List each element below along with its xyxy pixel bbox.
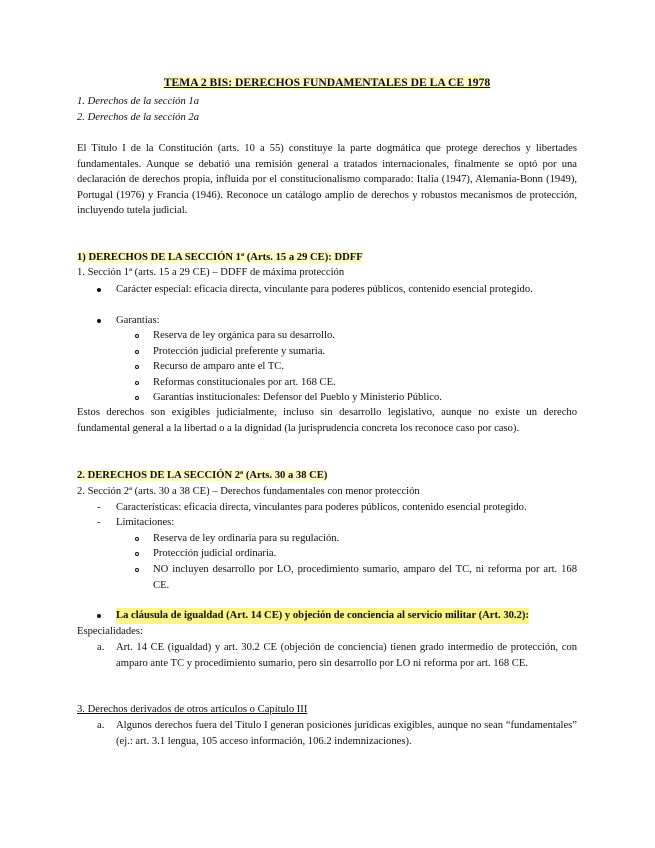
section1-bullet-garantias — [97, 313, 577, 329]
limitacion-item-text: NO incluyen desarrollo por LO, procedimiento sumario, amparo del TC, ni reforma por art. 168 CE. — [153, 564, 577, 591]
section1-subheading: 1. Sección 1ª (arts. 15 a 29 CE) – DDFF de máxima protección — [77, 267, 345, 278]
section1-closing-paragraph: Estos derechos son exigibles judicialmente, incluso sin desarrollo legislativo, aunque no existe un derecho fundamental general a la libertad o a la dignidad (la jurisprudencia concreta los reconoce caso por caso). — [77, 407, 577, 434]
section3-heading — [77, 702, 577, 718]
limitacion-item-text: Protección judicial ordinaria. — [153, 548, 277, 559]
dash-marker: - — [97, 502, 101, 513]
garantia-item-text: Recurso de amparo ante el TC. — [153, 361, 285, 372]
limitacion-item — [135, 546, 577, 562]
section3-item-a — [97, 718, 577, 749]
garantia-item — [135, 328, 577, 344]
clausula-heading-text: La cláusula de igualdad (Art. 14 CE) y objeción de conciencia al servicio militar (Art. 30.2): — [116, 608, 529, 624]
section2-heading — [77, 468, 577, 484]
garantia-item — [135, 344, 577, 360]
clausula-heading — [97, 608, 597, 624]
bullet-circle-icon — [135, 365, 139, 369]
bullet-dot-icon — [97, 614, 101, 618]
bullet-circle-icon — [135, 381, 139, 385]
section2-heading-text: 2. DERECHOS DE LA SECCIÓN 2ª (Arts. 30 a 38 CE) — [77, 470, 328, 481]
clausula-label: Especialidades: — [77, 626, 143, 637]
limitacion-item — [135, 531, 577, 547]
section2-dash-limitaciones — [97, 515, 577, 531]
clausula-item-marker: a. — [97, 642, 105, 653]
garantia-item-text: Protección judicial preferente y sumaria. — [153, 346, 326, 357]
section3-heading-text: 3. Derechos derivados de otros artículos o Capítulo III — [77, 704, 308, 715]
section1-heading-text: 1) DERECHOS DE LA SECCIÓN 1ª (Arts. 15 a 29 CE): DDFF — [77, 252, 363, 263]
toc-item-1: 1. Derechos de la sección 1a — [77, 96, 199, 107]
section3-item-marker: a. — [97, 720, 105, 731]
section3-item-text: Algunos derechos fuera del Título I generan posiciones jurídicas exigibles, aunque no sean “fundamentales” (ej.: art. 3.1 lengua, 105 acceso información, 106.2 indemnizaciones). — [116, 720, 577, 747]
section1-bullet-caracter — [97, 282, 577, 298]
garantia-item — [135, 390, 577, 406]
clausula-item-a — [97, 640, 577, 671]
bullet-circle-icon — [135, 552, 139, 556]
bullet-circle-icon — [135, 396, 139, 400]
garantia-item — [135, 375, 577, 391]
limitacion-item-text: Reserva de ley ordinaria para su regulación. — [153, 533, 340, 544]
section2-dash-limitaciones-text: Limitaciones: — [116, 517, 175, 528]
bullet-circle-icon — [135, 568, 139, 572]
bullet-dot-icon — [97, 288, 101, 292]
section1-heading — [77, 250, 577, 266]
garantia-item — [135, 359, 577, 375]
document-title-text: TEMA 2 BIS: DERECHOS FUNDAMENTALES DE LA CE 1978 — [163, 76, 491, 89]
bullet-dot-icon — [97, 319, 101, 323]
section2-dash-caracteristicas-text: Características: eficacia directa, vinculantes para poderes públicos, contenido esencial protegido. — [116, 502, 527, 513]
limitacion-item — [135, 562, 577, 593]
dash-marker: - — [97, 517, 101, 528]
clausula-item-text: Art. 14 CE (igualdad) y art. 30.2 CE (objeción de conciencia) tienen grado intermedio de protección, con amparo ante TC y procedimiento sumario, pero sin desarrollo por LO ni reforma por art. 168 CE. — [116, 642, 577, 669]
bullet-circle-icon — [135, 334, 139, 338]
intro-paragraph: El Título I de la Constitución (arts. 10 a 55) constituye la parte dogmática que protege derechos y libertades fundamentales. Aunque se debatió una remisión general a tratados internacionales, finalmente se optó por una declaración de derechos propia, influida por el constitucionalismo comparado: Italia (1947), Alemania-Bonn (1949), Portugal (1976) y Francia (1946). Reconoce un catálogo amplio de derechos y robustos mecanismos de protección, incluyendo tutela judicial. — [77, 143, 577, 217]
garantia-item-text: Reserva de ley orgánica para su desarrollo. — [153, 330, 335, 341]
document-title — [77, 75, 577, 91]
section1-bullet-caracter-text: Carácter especial: eficacia directa, vinculante para poderes públicos, contenido esencial protegido. — [116, 284, 533, 295]
section2-dash-caracteristicas — [97, 500, 577, 516]
garantia-item-text: Garantías institucionales: Defensor del Pueblo y Ministerio Público. — [153, 392, 442, 403]
section2-subheading: 2. Sección 2ª (arts. 30 a 38 CE) – Derechos fundamentales con menor protección — [77, 486, 420, 497]
toc-item-2: 2. Derechos de la sección 2a — [77, 112, 199, 123]
bullet-circle-icon — [135, 537, 139, 541]
garantia-item-text: Reformas constitucionales por art. 168 CE. — [153, 377, 336, 388]
bullet-circle-icon — [135, 350, 139, 354]
section1-bullet-garantias-text: Garantías: — [116, 315, 160, 326]
